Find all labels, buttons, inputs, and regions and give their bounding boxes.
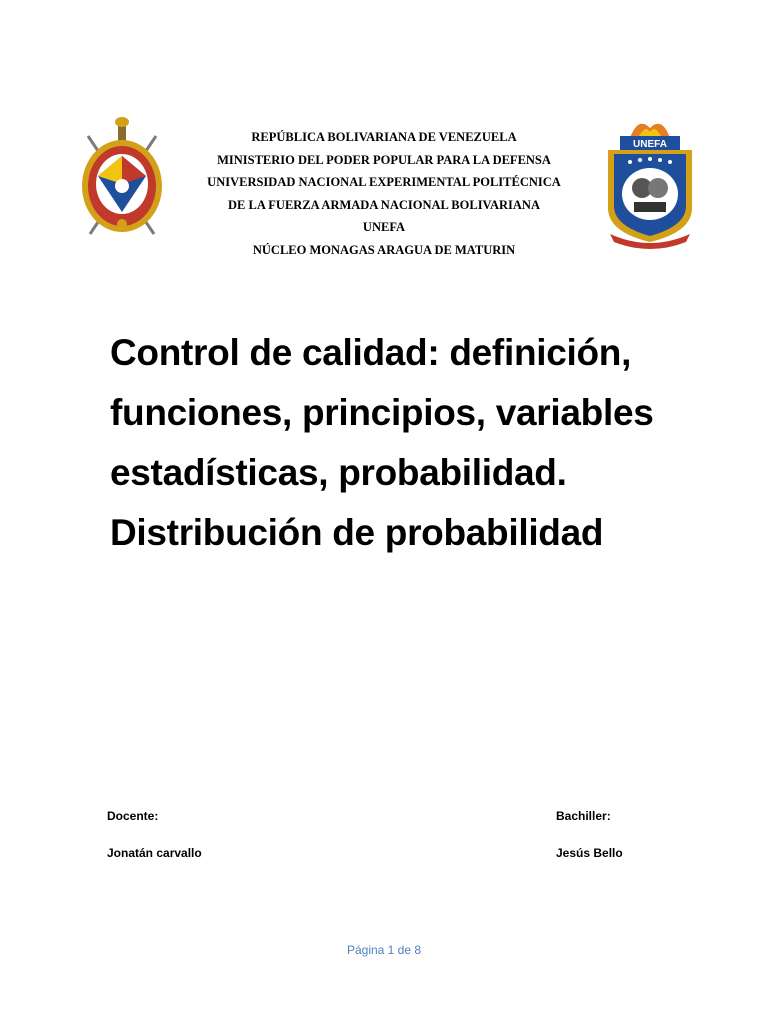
student-label: Bachiller: xyxy=(556,809,611,823)
armed-forces-crest-icon xyxy=(74,116,170,244)
teacher-label: Docente: xyxy=(107,809,159,823)
unefa-logo-text: UNEFA xyxy=(633,139,667,150)
header-line-republica: REPÚBLICA BOLIVARIANA DE VENEZUELA xyxy=(251,130,517,144)
institution-header xyxy=(190,126,578,262)
title-line: Control de calidad: definición, xyxy=(110,332,632,373)
header-line-ministerio: MINISTERIO DEL PODER POPULAR PARA LA DEFENSA xyxy=(217,152,551,167)
student-name: Jesús Bello xyxy=(556,846,623,860)
title-line: Distribución de probabilidad xyxy=(110,512,604,553)
header-line-universidad: UNIVERSIDAD NACIONAL EXPERIMENTAL POLITÉCNICA xyxy=(207,175,561,190)
page-number: Página 1 de 8 xyxy=(346,943,422,957)
teacher-name: Jonatán carvallo xyxy=(107,846,202,860)
header-line-fuerza-armada: DE LA FUERZA ARMADA NACIONAL BOLIVARIANA xyxy=(228,197,540,212)
document-title xyxy=(110,323,750,563)
title-line: funciones, principios, variables xyxy=(110,392,654,433)
header-line-nucleo: NÚCLEO MONAGAS ARAGUA DE MATURIN xyxy=(252,242,516,257)
unefa-logo-icon xyxy=(600,116,700,250)
header-line-unefa: UNEFA xyxy=(362,220,406,235)
title-line: estadísticas, probabilidad. xyxy=(110,452,567,493)
